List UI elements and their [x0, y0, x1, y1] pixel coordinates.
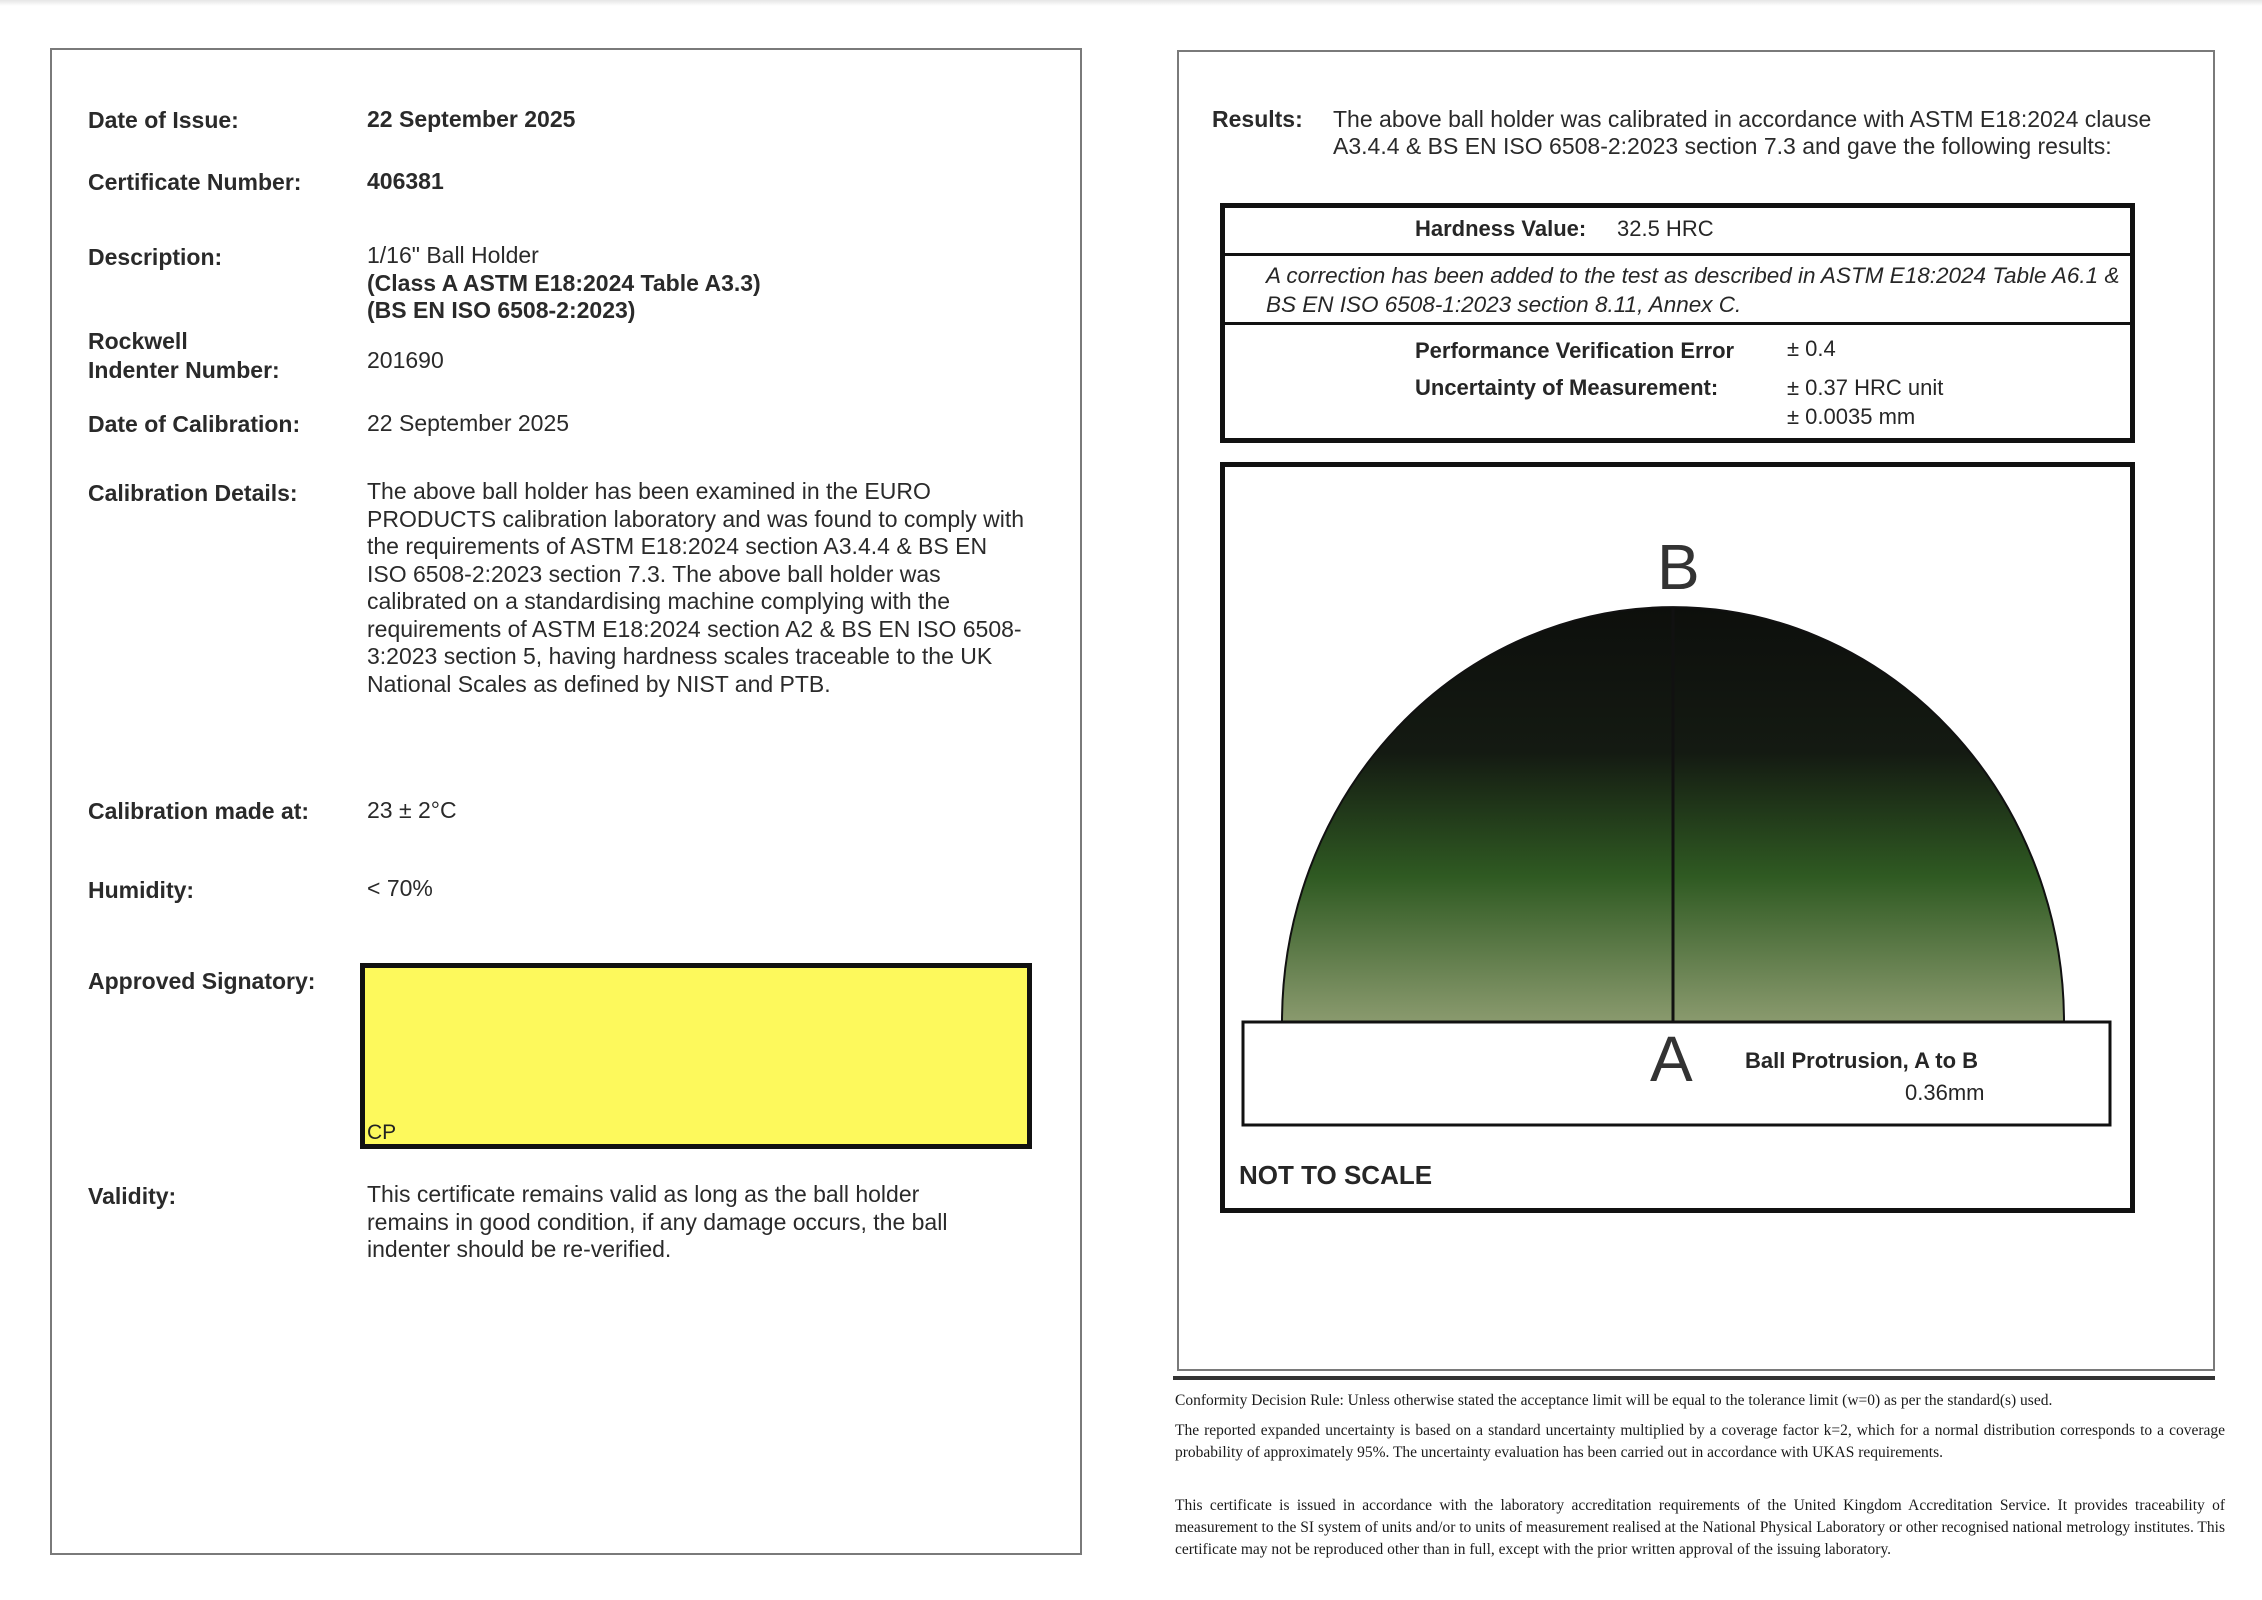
uncertainty-values [1787, 373, 1943, 431]
certificate-number-label: Certificate Number: [88, 169, 302, 195]
scan-top-shade [0, 0, 2262, 6]
indenter-number-label [88, 327, 280, 385]
validity-value: This certificate remains valid as long as the ball holder remains in good condition, if any damage occurs, the ball indenter should be re-verified. [367, 1181, 948, 1262]
certificate-number-value: 406381 [367, 168, 444, 194]
indenter-number-value: 201690 [367, 347, 444, 373]
ball-protrusion-value: 0.36mm [1905, 1080, 1985, 1105]
accreditation-statement: This certificate is issued in accordance with the laboratory accreditation requirements of the United Kingdom Accreditation Service. It provides traceability of measurement to the SI system of units and/or to units of measurement realised at the National Physical Laboratory or other recognised national metrology institutes. This certificate may not be reproduced other than in full, except with the prior written approval of the issuing laboratory. [1175, 1497, 2225, 1558]
description-line-3: (BS EN ISO 6508-2:2023) [367, 297, 636, 323]
description-line-2: (Class A ASTM E18:2024 Table A3.3) [367, 269, 761, 296]
ball-protrusion-label: Ball Protrusion, A to B [1745, 1048, 1979, 1073]
results-table-divider [1220, 322, 2135, 325]
uncertainty-label: Uncertainty of Measurement: [1415, 375, 1719, 400]
uncertainty-value-mm: ± 0.0035 mm [1787, 404, 1916, 429]
approved-signatory-label: Approved Signatory: [88, 968, 316, 994]
date-of-calibration-value: 22 September 2025 [367, 410, 570, 436]
conformity-decision-rule: Conformity Decision Rule: Unless otherwise stated the acceptance limit will be equal to the tolerance limit (w=0) as per the standard(s) used. [1175, 1392, 2053, 1409]
description-line-1: 1/16" Ball Holder [367, 242, 539, 268]
calibration-made-at-label: Calibration made at: [88, 798, 310, 824]
results-label: Results: [1212, 106, 1303, 132]
hardness-value: 32.5 HRC [1617, 216, 1714, 241]
hardness-value-label: Hardness Value: [1415, 216, 1587, 241]
description-label: Description: [88, 244, 223, 270]
performance-verification-error-value: ± 0.4 [1787, 336, 1836, 361]
signatory-initials: CP [367, 1121, 397, 1144]
correction-note: A correction has been added to the test as described in ASTM E18:2024 Table A6.1 & BS EN ISO 6508-1:2023 section 8.11, Annex C. [1266, 263, 2120, 317]
calibration-details-value: The above ball holder has been examined in the EURO PRODUCTS calibration laboratory and was found to comply with the requirements of ASTM E18:2024 section A3.4.4 & BS EN ISO 6508-2:2023 section 7.3. The above ball holder was calibrated on a standardising machine complying with the requirements of ASTM E18:2024 section A2 & BS EN ISO 6508-3:2023 section 5, having hardness scales traceable to the UK National Scales as defined by NIST and PTB. [367, 478, 1025, 697]
indenter-label-line-1: Rockwell [88, 328, 188, 354]
indenter-label-line-2: Indenter Number: [88, 357, 280, 383]
footer-divider [1173, 1376, 2215, 1380]
not-to-scale-note: NOT TO SCALE [1239, 1160, 1433, 1190]
results-table-divider [1220, 253, 2135, 256]
results-text: The above ball holder was calibrated in accordance with ASTM E18:2024 clause A3.4.4 & BS EN ISO 6508-2:2023 section 7.3 and gave the following results: [1333, 106, 2152, 159]
signature-box [360, 963, 1032, 1149]
point-b-label: B [1657, 531, 1700, 603]
date-of-issue-label: Date of Issue: [88, 107, 239, 133]
calibration-temperature-value: 23 ± 2°C [367, 797, 457, 823]
performance-verification-error-label: Performance Verification Error [1415, 338, 1735, 363]
uncertainty-statement: The reported expanded uncertainty is based on a standard uncertainty multiplied by a coverage factor k=2, which for a normal distribution corresponds to a coverage probability of approximately 95%. The uncertainty evaluation has been carried out in accordance with UKAS requirements. [1175, 1422, 2225, 1461]
description-value [367, 242, 761, 325]
uncertainty-value-hrc: ± 0.37 HRC unit [1787, 375, 1944, 400]
humidity-label: Humidity: [88, 877, 195, 903]
calibration-details-label: Calibration Details: [88, 480, 298, 506]
point-a-label: A [1650, 1023, 1693, 1095]
validity-label: Validity: [88, 1183, 177, 1209]
date-of-calibration-label: Date of Calibration: [88, 411, 301, 437]
date-of-issue-value: 22 September 2025 [367, 106, 576, 132]
humidity-value: < 70% [367, 875, 433, 901]
